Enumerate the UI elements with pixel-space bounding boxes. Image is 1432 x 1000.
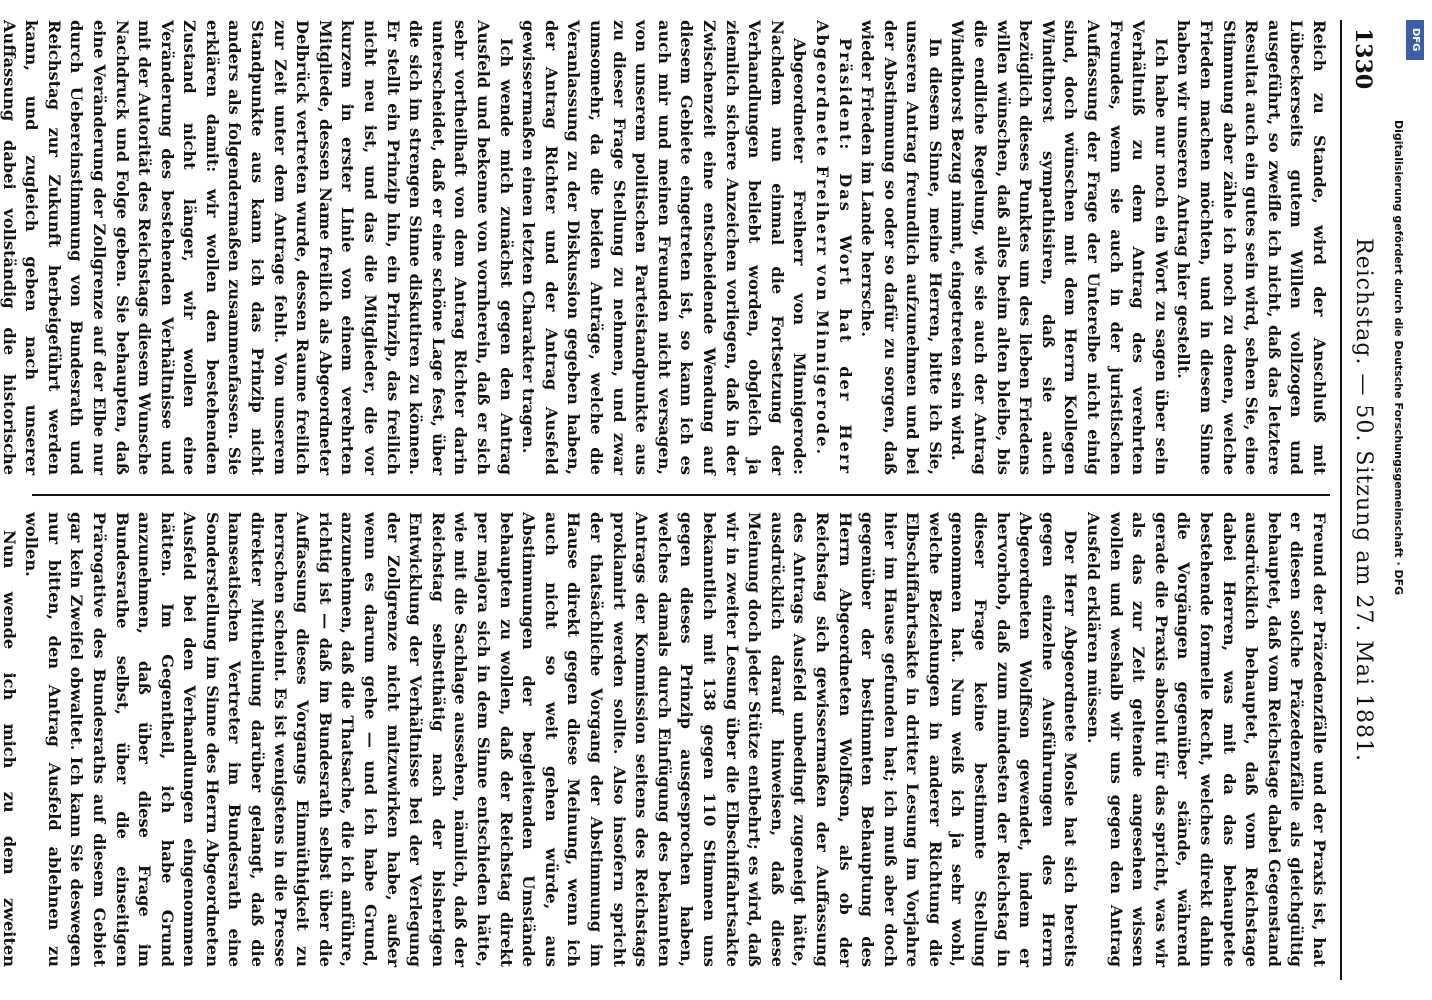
- left-column: [0, 20, 1330, 475]
- right-column: [0, 512, 1330, 967]
- paragraph: Der Herr Abgeordnete Mosle hat sich bereits gegen einzelne Ausführungen des Herrn Abgeordneten Wolffson gewendet, indem er hervorhob, daß zum mindesten der Reichstag in dieser Frage keine bestimmte Stellung genommen hat. Nun weiß ich ja sehr wohl, welche Beziehungen in anderer Richtung die Elbschiffahrtsakte in dritter Lesung im Vorjahre hier im Hause gefunden hat; ich muß aber doch gegenüber der bestimmten Behauptung des Herrn Abgeordneten Wolffson, als ob der Reichstag sich gewissermaßen der Auffassung des Antrags Ausfeld unbedingt zugeneigt hätte, ausdrücklich darauf hinweisen, daß diese Meinung doch jeder Stütze entbehrt; es wird, daß wir in zweiter Lesung über die Elbschiffahrtsakte bekanntlich mit 138 gegen 110 Stimmen uns gegen dieses Prinzip ausgesprochen haben, welches damals durch Einfügung des bekannten Antrags der Kommission seitens des Reichstags proklamirt werden sollte. Also insofern spricht der thatsächliche Vorgang der Abstimmung im Hause direkt gegen diese Meinung, wenn ich auch nicht so weit gehen würde, aus Abstimmungen der begleitenden Umstände behaupten zu wollen, daß der Reichstag direkt per majora sich in dem Sinne entschieden hätte, wie mit die Sachlage aussehen, nämlich, daß der Reichstag selbstthätig nach der bisherigen Entwicklung der Verhältnisse bei der Verlegung der Zollgrenze nicht mitzuwirken habe, außer wenn es darum gehe — und ich habe Grund, anzunehmen, daß die Thatsache, die ich anführe, richtig ist — daß im Bundesrath selbst über die Auffassung dieses Vorgangs Einmüthigkeit zu herrschen scheint. Es ist wenigstens in die Presse direkter Mittheilung darüber gelangt, daß die hanseatischen Vertreter im Bundesrath eine Sonderstellung im Sinne des Herrn Abgeordneten Ausfeld bei den Verhandlungen eingenommen hätten. Im Gegentheil, ich habe Grund anzunehmen, daß über diese Frage im Bundesrathe selbst, über die einseitigen Prärogative des Bundesraths auf diesem Gebiet gar kein Zweifel obwaltet. Ich kann Sie deswegen nur bitten, den Antrag Ausfeld ablehnen zu wollen.: [22, 512, 1081, 967]
- page-title: Reichstag. — 50. Sitzung am 27. Mai 1881.: [1351, 238, 1376, 762]
- newspaper-page: [0, 20, 1382, 980]
- paragraph: Ich wende mich zunächst gegen den Antrag Ausfeld und bekenne von vornherein, daß er sich sehr vortheilhaft von dem Antrag Richter darin unterscheidet, daß er eine schöne Lage fest, über die sich im strengen Sinne diskutiren zu können. Er stellt ein Prinzip hin, ein Prinzip, das freilich nicht neu ist, und das die Mitglieder, die vor kurzem in erster Linie von einem verehrten Mitgliede, dessen Name freilich als Abgeordneter Delbrück vertreten wurde, dessen Raume freilich zur Zeit unter dem Antrage fehlt. Von unserem Standpunkte aus kann ich das Prinzip nicht anders als folgendermaßen zusammenfassen. Sie erklären damit: wir wollen den bestehenden Zustand nicht länger, wir wollen eine Veränderung des bestehenden Verhältnisse und mit der Autorität des Reichstags diesem Wunsche Nachdruck und Folge geben. Sie behaupten, daß eine Veränderung der Zollgrenze auf der Elbe nur durch Uebereinstimmung von Bundesrath und Reichstag zur Zukunft herbeigeführt werden kann, und zugleich geben nach unserer Auffassung dabei vollständig die historische: [0, 20, 516, 475]
- digitization-credit: Digitalisierung gefördert durch die Deutsche Forschungsgemeinschaft · DFG: [1392, 120, 1405, 596]
- paragraph: Freund der Präzedenzfälle und der Praxis ist, hat er diesen solche Präzedenzfälle als gleichgültig behauptet, daß vom Reichstage dabei Gegenstand ausdrücklich behauptet, daß vom Reichstage dabei Herren, was mit da das behauptete bestehende formelle Recht, welches direkt dahin die Vorgängen gegenüber stände, während gerade die Praxis absolut für das spricht, was wir als das zur Zeit geltende angesehen wissen wollen und weshalb wir uns gegen den Antrag Ausfeld erklären müssen.: [1084, 512, 1329, 967]
- paragraph: Reich zu Stande, wird der Anschluß mit Lübeckerseits gutem Willen vollzogen und ausgeführt, so zweifle ich nicht, daß das letztere Resultat auch ein gutes sein wird, sehen Sie, eine Stimmung aber zähle ich noch zu denen, welche Frieden machen möchten, und in diesem Sinne haben wir unseren Antrag hier gestellt.: [1174, 20, 1329, 475]
- dfg-logo: DFG: [1406, 20, 1424, 60]
- paragraph: In diesem Sinne, meine Herren, bitte ich Sie, unseren Antrag freundlich aufzunehmen und bei der Abstimmung so oder so dafür zu sorgen, daß wieder Frieden im Lande herrsche.: [858, 20, 945, 475]
- speaker-paragraph: Präsident: Das Wort hat der Herr Abgeordnete Freiherr von Minnigerode.: [812, 20, 855, 475]
- page-header: [1340, 20, 1382, 980]
- paragraph: Nun wende ich mich zu dem zweiten: [0, 530, 19, 967]
- paragraph: Ich habe nur noch ein Wort zu sagen über sein Verhältniß zu dem Antrag des verehrten Freundes, wenn sie auch in der juristischen Auffassung der Frage der Unterelbe nicht einig sind, doch wünschen mit dem Herrn Kollegen Windthorst sympathisiren, daß sie auch bezüglich dieses Punktes um des lieben Friedens willen wünschen, daß alles beim alten bleibe, bis die endliche Regelung, wie sie auch der Antrag Windthorst Bezug nimmt, eingetreten sein wird.: [948, 20, 1171, 475]
- column-divider: [32, 494, 1330, 496]
- paragraph: Abgeordneter Freiherr von Minnigerode: Nachdem nun einmal die Fortsetzung der Verhandlungen beliebt worden, obgleich ja ziemlich sichere Anzeichen vorliegen, daß in der Zwischenzeit eine entscheidende Wendung auf diesem Gebiete eingetreten ist, so kann ich es auch mir und meinen Freunden nicht versagen, von unserem politischen Parteistandpunkte aus zu dieser Frage Stellung zu nehmen, und zwar umsomehr, da die beiden Anträge, welche die Veranlassung zu der Diskussion gegeben haben, der Antrag Richter und der Antrag Ausfeld gewissermaßen einen letzten Charakter tragen.: [519, 20, 810, 475]
- page-number: 1330: [1350, 28, 1376, 90]
